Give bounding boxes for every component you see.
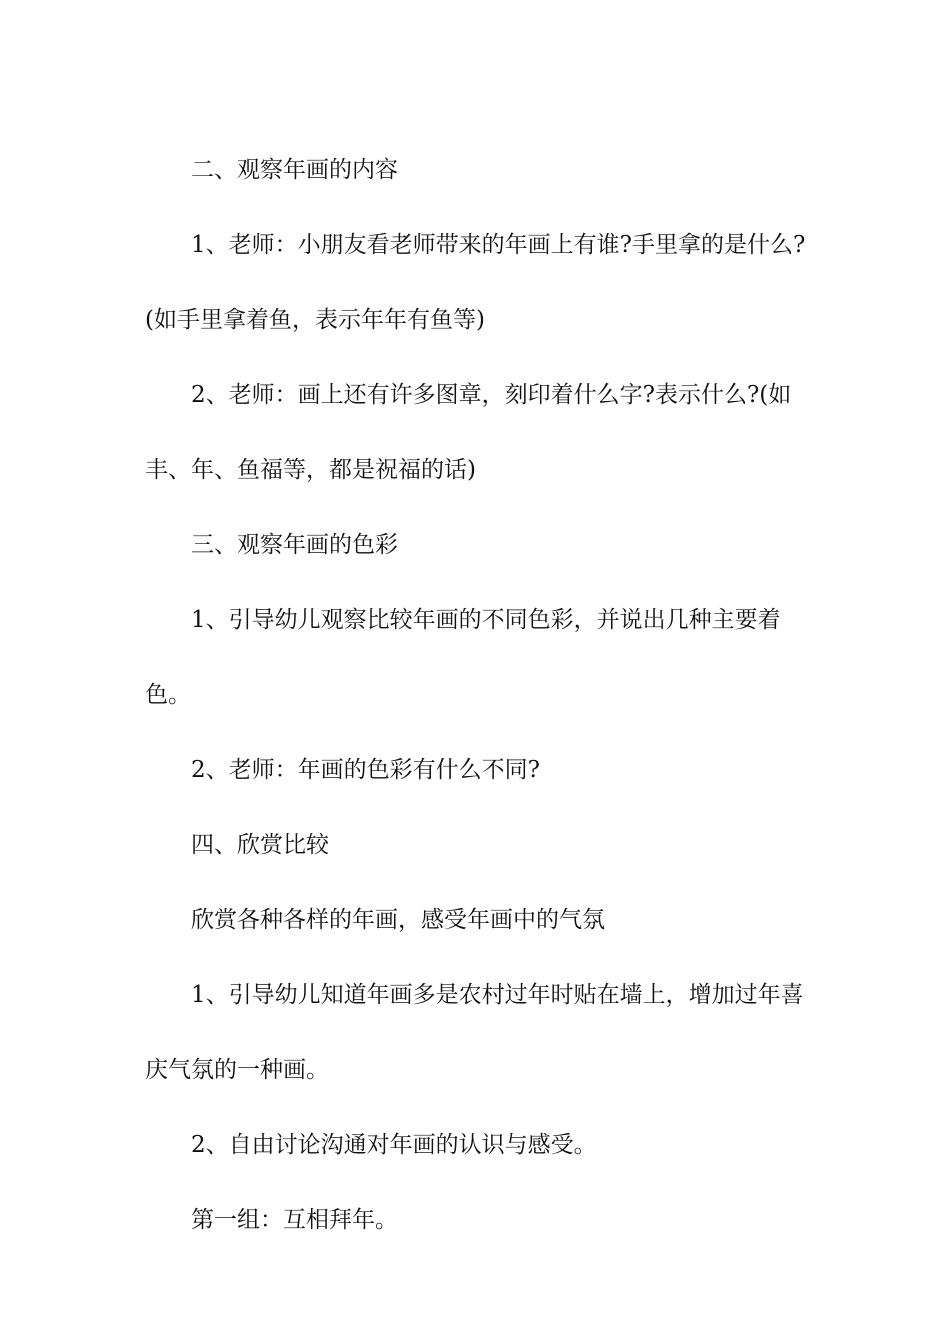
section-heading-observe-color: 三、观察年画的色彩 xyxy=(191,532,398,558)
paragraph-teacher-question-2: 2、老师：画上还有许多图章，刻印着什么字?表示什么?(如丰、年、鱼福等，都是祝福的话) xyxy=(145,382,792,483)
paragraph-teacher-question-1: 1、老师：小朋友看老师带来的年画上有谁?手里拿的是什么?(如手里拿着鱼，表示年年有鱼等) xyxy=(145,232,806,333)
paragraph-guide-new-year: 1、引导幼儿知道年画多是农村过年时贴在墙上，增加过年喜庆气氛的一种画。 xyxy=(145,982,804,1083)
paragraph-appreciate-intro: 欣赏各种各样的年画，感受年画中的气氛 xyxy=(191,907,605,933)
paragraph-free-discussion: 2、自由讨论沟通对年画的认识与感受。 xyxy=(191,1132,597,1158)
paragraph-teacher-color-question: 2、老师：年画的色彩有什么不同? xyxy=(191,757,540,783)
section-heading-appreciate: 四、欣赏比较 xyxy=(191,832,329,858)
document-body xyxy=(145,133,810,1258)
paragraph-guide-color: 1、引导幼儿观察比较年画的不同色彩，并说出几种主要着色。 xyxy=(145,607,781,708)
paragraph-group-one: 第一组：互相拜年。 xyxy=(191,1207,398,1233)
section-heading-observe-content: 二、观察年画的内容 xyxy=(191,157,398,183)
